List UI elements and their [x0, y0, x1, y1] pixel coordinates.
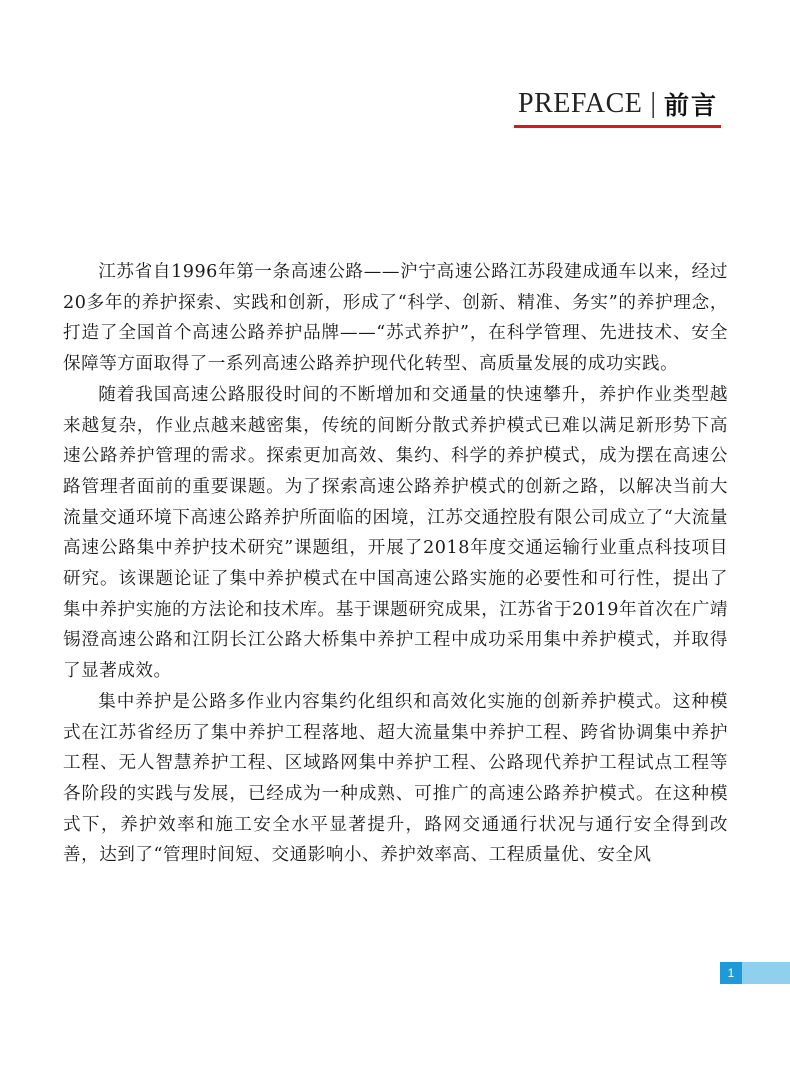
paragraph-2: 随着我国高速公路服役时间的不断增加和交通量的快速攀升，养护作业类型越来越复杂，作业点越来越密集，传统的间断分散式养护模式已难以满足新形势下高速公路养护管理的需求。探索更加高效、集约、科学的养护模式，成为摆在高速公路管理者面前的重要课题。为了探索高速公路养护模式的创新之路，以解决当前大流量交通环境下高速公路养护所面临的困境，江苏交通控股有限公司成立了“大流量高速公路集中养护技术研究”课题组，开展了2018年度交通运输行业重点科技项目研究。该课题论证了集中养护模式在中国高速公路实施的必要性和可行性，提出了集中养护实施的方法论和技术库。基于课题研究成果，江苏省于2019年首次在广靖锡澄高速公路和江阴长江公路大桥集中养护工程中成功采用集中养护模式，并取得了显著成效。 — [63, 384, 728, 682]
header-separator: | — [650, 88, 656, 119]
paragraph-1: 江苏省自1996年第一条高速公路——沪宁高速公路江苏段建成通车以来，经过20多年的养护探索、实践和创新，形成了“科学、创新、精准、务实”的养护理念，打造了全国首个高速公路养护品牌——“苏式养护”，在科学管理、先进技术、安全保障等方面取得了一系列高速公路养护现代化转型、高质量发展的成功实践。 — [63, 262, 728, 375]
page-header — [518, 86, 718, 122]
page-number: 1 — [720, 962, 742, 984]
paragraph-3: 集中养护是公路多作业内容集约化组织和高效化实施的创新养护模式。这种模式在江苏省经历了集中养护工程落地、超大流量集中养护工程、跨省协调集中养护工程、无人智慧养护工程、区域路网集中养护工程、公路现代养护工程试点工程等各阶段的实践与发展，已经成为一种成熟、可推广的高速公路养护模式。在这种模式下，养护效率和施工安全水平显著提升，路网交通通行状况与通行安全得到改善，达到了“管理时间短、交通影响小、养护效率高、工程质量优、安全风 — [63, 691, 728, 866]
header-chinese-title: 前言 — [663, 91, 718, 120]
header-english-title: PREFACE — [518, 88, 643, 119]
body-text — [63, 257, 728, 871]
header-red-rule — [514, 125, 721, 128]
